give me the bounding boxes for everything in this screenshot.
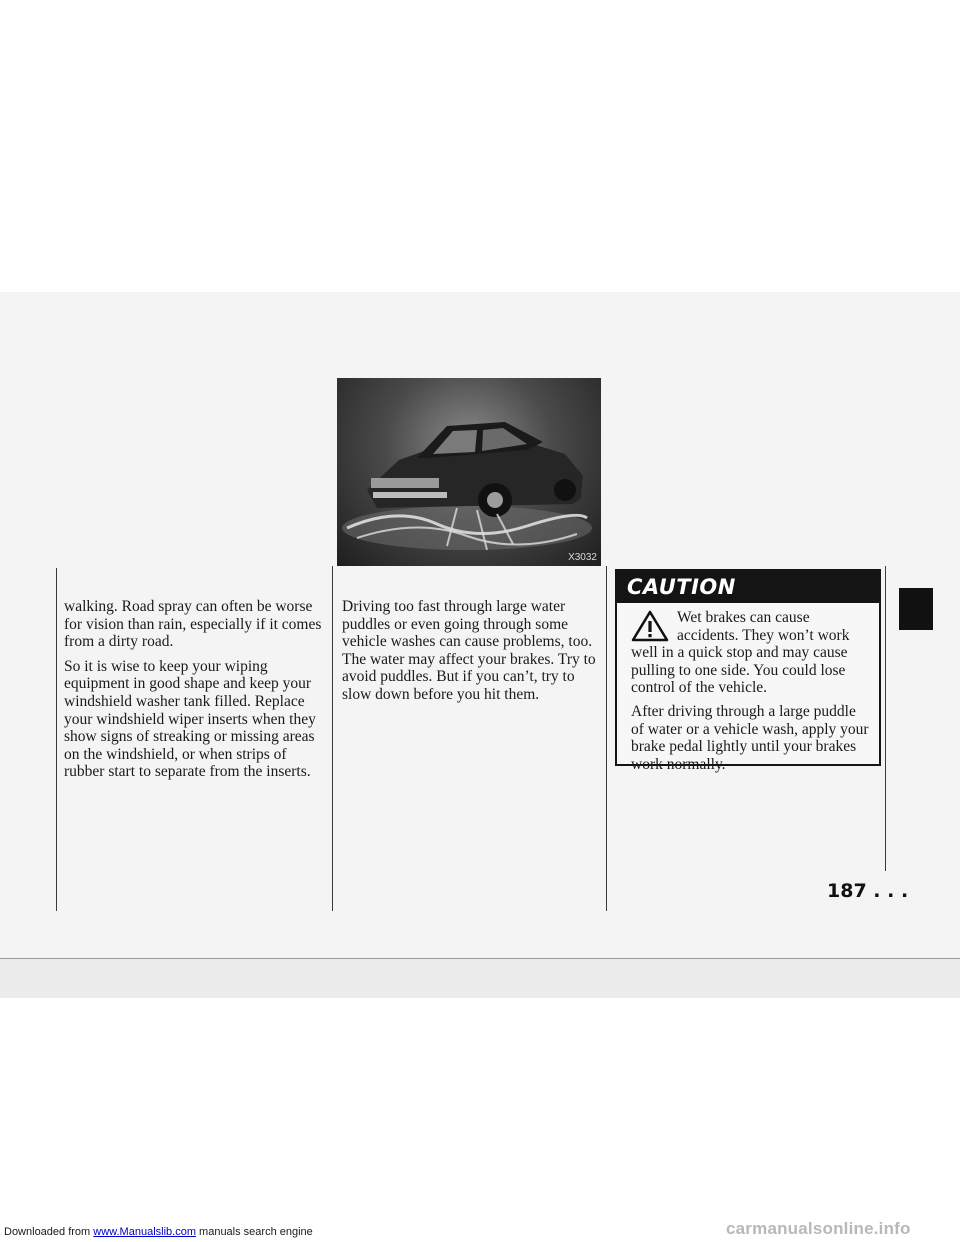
caution-paragraph: Wet brakes can cause accidents. They won’t work well in a quick stop and may cause pulling to one side. You could lose control of the vehicle.: [631, 609, 850, 697]
manualslib-link[interactable]: www.Manualslib.com: [93, 1226, 196, 1238]
watermark: carmanualsonline.info: [726, 1219, 911, 1238]
paragraph: Driving too fast through large water puddles or even going through some vehicle washes can cause problems, too. The water may affect your brakes. Try to avoid puddles. But if you can’t, try to slow down before you hit them.: [342, 598, 596, 703]
paragraph: So it is wise to keep your wiping equipment in good shape and keep your windshield washer tank filled. Replace your windshield wiper inserts when they show signs of streaking or missing areas on the windshield, or when strips of rubber start to separate from the inserts.: [64, 657, 316, 781]
column-left: [64, 598, 326, 788]
footer-prefix: Downloaded from: [4, 1226, 94, 1238]
page-bottom-band: [0, 958, 960, 998]
caution-body: [617, 603, 879, 773]
warning-triangle-icon: [631, 609, 669, 643]
caution-box: [615, 569, 881, 773]
footer-suffix: manuals search engine: [195, 1226, 313, 1238]
download-footer: [4, 1226, 313, 1238]
section-tab-marker: [899, 588, 933, 630]
page-number: 187 . . .: [827, 880, 909, 902]
column-divider-far-right: [885, 566, 886, 871]
paragraph: walking. Road spray can often be worse for vision than rain, especially if it comes from a dirty road.: [64, 598, 322, 651]
photo-code: X3032: [568, 552, 597, 563]
column-divider-middle: [332, 566, 333, 911]
page-bottom-rule: [0, 958, 960, 959]
caution-paragraph: After driving through a large puddle of water or a vehicle wash, apply your brake pedal lightly until your brakes work normally.: [631, 702, 869, 773]
caution-title: CAUTION: [617, 571, 879, 603]
car-driving-through-puddle-illustration: [337, 378, 601, 566]
column-middle: [342, 598, 600, 711]
column-divider-right: [606, 566, 607, 911]
car-photo: [337, 378, 601, 566]
column-divider-left: [56, 568, 57, 911]
